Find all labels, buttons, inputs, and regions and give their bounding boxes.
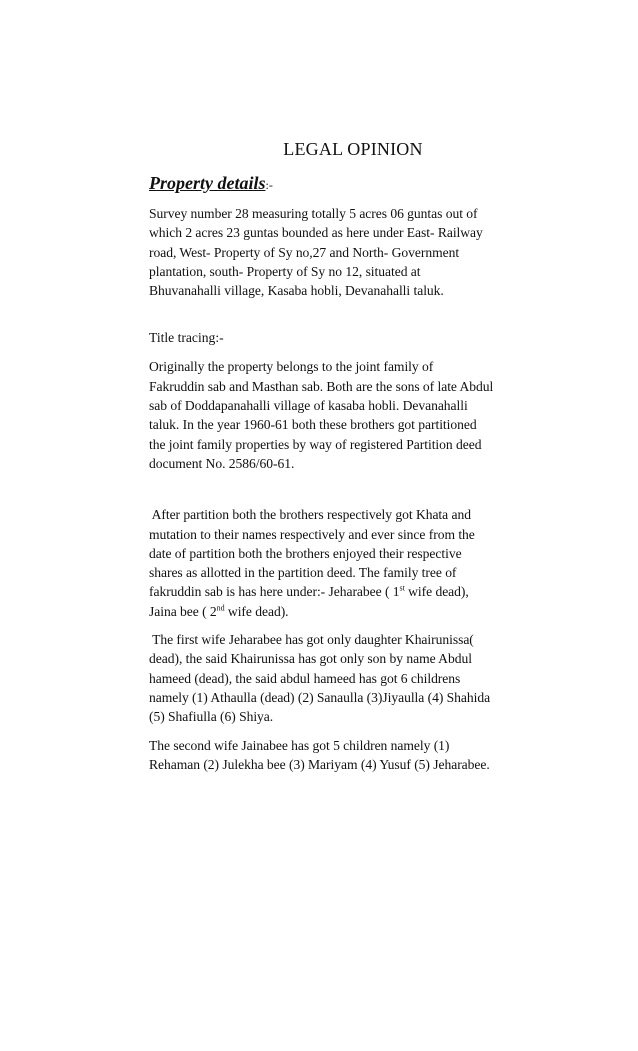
text-line: Survey number 28 measuring totally 5 acres 06 guntas out of — [149, 206, 478, 221]
text-line: date of partition both the brothers enjoyed their respective — [149, 545, 462, 561]
text-line: The second wife Jainabee has got 5 children namely (1) — [149, 737, 450, 753]
property-details-heading — [149, 172, 529, 196]
text-line: dead), the said Khairunissa has got only son by name Abdul — [149, 651, 472, 667]
text-line: taluk. In the year 1960-61 both these brothers got partitioned — [149, 417, 477, 433]
text-line: road, West- Property of Sy no,27 and North- Government — [149, 244, 460, 260]
text-line: which 2 acres 23 guntas bounded as here under East- Railway — [149, 225, 483, 241]
ordinal-suffix: nd — [216, 603, 225, 613]
property-details-paragraph — [149, 204, 529, 300]
text-line: sab of Doddapanahalli village of kasaba hobli. Devanahalli — [149, 398, 468, 414]
text-line: Rehaman (2) Julekha bee (3) Mariyam (4) Yusuf (5) Jeharabee. — [149, 756, 490, 772]
family-tree-text: Jaina bee ( 2 — [149, 603, 217, 619]
first-wife-paragraph — [149, 630, 529, 726]
text-line: Bhuvanahalli village, Kasaba hobli, Devanahalli taluk. — [149, 283, 444, 299]
title-tracing-paragraph — [149, 357, 529, 473]
second-wife-paragraph — [149, 736, 529, 775]
text-line: (5) Shafiulla (6) Shiya. — [149, 709, 274, 725]
text-line: The first wife Jeharabee has got only daughter Khairunissa( — [149, 632, 474, 648]
family-tree-line-1 — [149, 582, 529, 601]
text-line: shares as allotted in the partition deed. The family tree of — [149, 565, 457, 581]
partition-paragraph — [149, 505, 529, 621]
text-line: namely (1) Athaulla (dead) (2) Sanaulla (3)Jiyaulla (4) Shahida — [149, 689, 491, 705]
text-line: Fakruddin sab and Masthan sab. Both are the sons of late Abdul — [149, 378, 494, 394]
family-tree-text: wife dead). — [224, 603, 289, 619]
family-tree-text: wife dead), — [404, 584, 469, 600]
text-line: hameed (dead), the said abdul hameed has got 6 childrens — [149, 670, 461, 686]
property-details-heading-suffix: :- — [265, 178, 273, 192]
ordinal-suffix: st — [399, 583, 405, 593]
family-tree-line-2 — [149, 602, 529, 621]
text-line: document No. 2586/60-61. — [149, 455, 295, 471]
document-title: LEGAL OPINION — [283, 139, 423, 159]
family-tree-text: fakruddin sab is has here under:- Jeharabee ( 1 — [149, 584, 400, 600]
document-page — [149, 138, 529, 774]
text-line: After partition both the brothers respectively got Khata and — [149, 507, 471, 523]
text-line: plantation, south- Property of Sy no 12, situated at — [149, 263, 421, 279]
title-tracing-heading: Title tracing:- — [149, 330, 224, 346]
text-line: Originally the property belongs to the joint family of — [149, 359, 434, 375]
text-line: the joint family properties by way of registered Partition deed — [149, 436, 482, 452]
property-details-heading-text: Property details — [149, 173, 266, 193]
text-line: mutation to their names respectively and ever since from the — [149, 526, 475, 542]
